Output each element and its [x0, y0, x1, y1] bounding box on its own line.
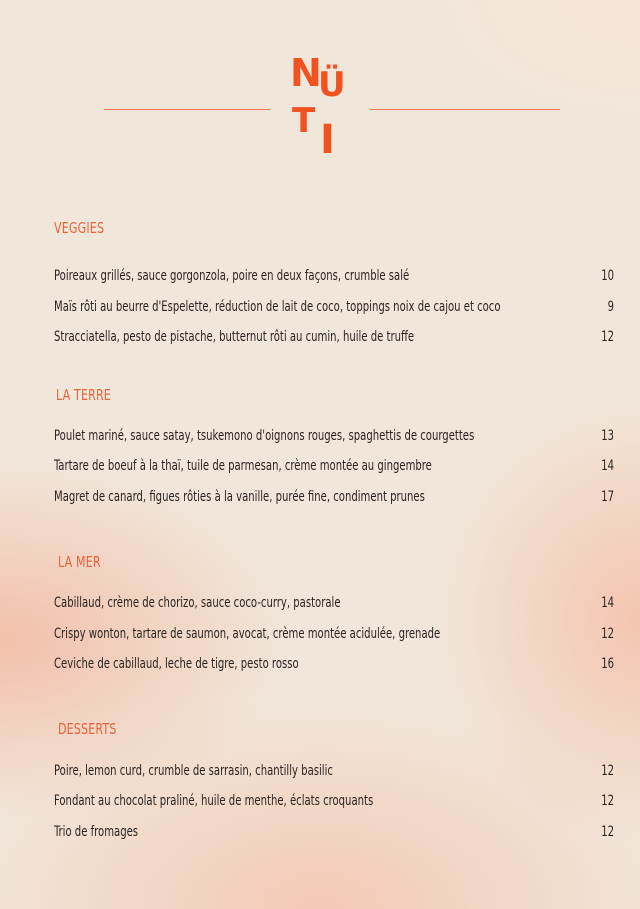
header-rule-right	[370, 109, 560, 110]
nuti-logo	[286, 52, 358, 162]
item-name: Ceviche de cabillaud, leche de tigre, pesto rosso	[54, 656, 299, 672]
item-price: 12	[601, 824, 614, 840]
item-price: 12	[601, 763, 614, 779]
item-price: 12	[601, 626, 614, 642]
menu-item	[54, 763, 616, 783]
menu-item	[54, 329, 616, 349]
item-name: Poireaux grillés, sauce gorgonzola, poire en deux façons, crumble salé	[54, 268, 410, 284]
section-title-la-terre: LA TERRE	[56, 386, 111, 404]
item-name: Tartare de boeuf à la thaï, tuile de parmesan, crème montée au gingembre	[54, 458, 432, 474]
section-title-veggies: VEGGIES	[54, 219, 105, 237]
item-price: 14	[601, 458, 614, 474]
item-price: 12	[601, 329, 614, 345]
item-price: 14	[601, 595, 614, 611]
menu-item	[54, 793, 616, 813]
item-name: Cabillaud, crème de chorizo, sauce coco-curry, pastorale	[54, 595, 341, 611]
menu-item	[54, 626, 616, 646]
item-name: Poire, lemon curd, crumble de sarrasin, chantilly basilic	[54, 763, 333, 779]
menu-item	[54, 489, 616, 509]
section-title-la-mer: LA MER	[58, 553, 101, 571]
menu-item	[54, 458, 616, 478]
logo-letter-i: I	[320, 117, 335, 163]
item-price: 16	[601, 656, 614, 672]
item-price: 10	[601, 268, 614, 284]
section-title-desserts: DESSERTS	[58, 720, 117, 738]
logo-letter-t: T	[292, 101, 316, 141]
item-name: Crispy wonton, tartare de saumon, avocat, crème montée acidulée, grenade	[54, 626, 441, 642]
logo-letter-n: N	[290, 51, 322, 95]
item-name: Stracciatella, pesto de pistache, butternut rôti au cumin, huile de truffe	[54, 329, 415, 345]
menu-item	[54, 268, 616, 288]
item-price: 17	[601, 489, 614, 505]
menu-item	[54, 428, 616, 448]
menu-item	[54, 656, 616, 676]
item-price: 13	[601, 428, 614, 444]
item-name: Trio de fromages	[54, 824, 139, 840]
menu-item	[54, 299, 616, 319]
menu-item	[54, 595, 616, 615]
menu-item	[54, 824, 616, 844]
item-name: Maïs rôti au beurre d'Espelette, réduction de lait de coco, toppings noix de cajou et coco	[54, 299, 501, 315]
item-price: 9	[607, 299, 614, 315]
header-rule-left	[104, 109, 270, 110]
item-name: Fondant au chocolat praliné, huile de menthe, éclats croquants	[54, 793, 374, 809]
item-price: 12	[601, 793, 614, 809]
logo-letter-u: Ü	[318, 65, 346, 105]
item-name: Poulet mariné, sauce satay, tsukemono d'oignons rouges, spaghettis de courgettes	[54, 428, 475, 444]
item-name: Magret de canard, figues rôties à la vanille, purée fine, condiment prunes	[54, 489, 425, 505]
